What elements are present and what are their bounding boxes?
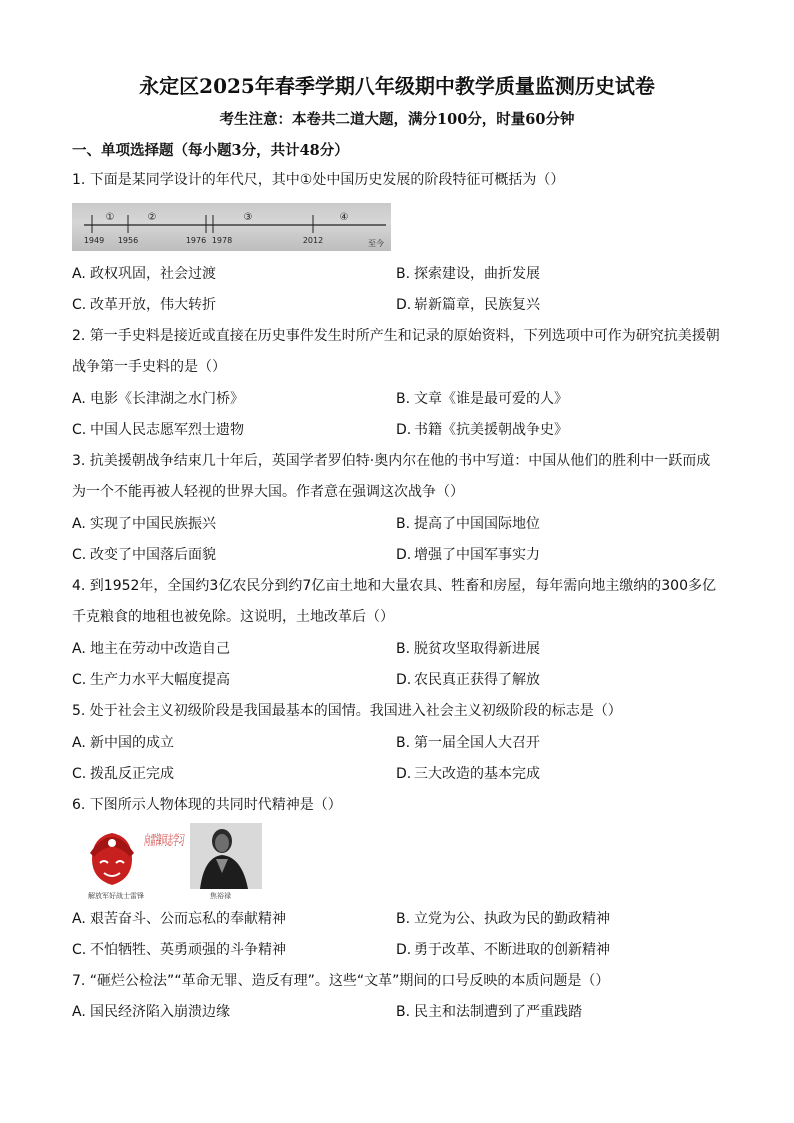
timeline-segment-2: ② xyxy=(147,212,157,223)
q2-option-a[interactable]: A. 电影《长津湖之水门桥》 xyxy=(72,391,244,407)
timeline-segment-3: ③ xyxy=(243,212,253,223)
q7-option-a[interactable]: A. 国民经济陷入崩溃边缘 xyxy=(72,1004,230,1020)
exam-title: 永定区2025年春季学期八年级期中教学质量监测历史试卷 xyxy=(139,74,655,98)
inscription-text: 向雷锋同志学习 xyxy=(144,833,185,849)
q3-option-d[interactable]: D. 增强了中国军事实力 xyxy=(396,547,540,563)
timeline-year-2012: 2012 xyxy=(302,236,324,245)
q3-option-c[interactable]: C. 改变了中国落后面貌 xyxy=(72,547,216,563)
question-4-stem: 4. 到1952年，全国约3亿农民分到约7亿亩土地和大量农具、牲畜和房屋，每年需向地主缴纳的300多亿千克粮食的地租也被免除。这说明，土地改革后（） xyxy=(72,578,716,625)
question-5-stem: 5. 处于社会主义初级阶段是我国最基本的国情。我国进入社会主义初级阶段的标志是（） xyxy=(72,703,622,719)
q4-option-c[interactable]: C. 生产力水平大幅度提高 xyxy=(72,672,230,688)
q1-option-b[interactable]: B. 探索建设，曲折发展 xyxy=(396,266,540,282)
q2-option-b[interactable]: B. 文章《谁是最可爱的人》 xyxy=(396,391,568,407)
timeline-figure xyxy=(72,203,391,251)
q5-option-d[interactable]: D. 三大改造的基本完成 xyxy=(396,766,540,782)
exam-notice: 考生注意：本卷共二道大题，满分100分，时量60分钟 xyxy=(219,111,575,128)
q2-option-c[interactable]: C. 中国人民志愿军烈士遗物 xyxy=(72,422,244,438)
q6-option-d[interactable]: D. 勇于改革、不断进取的创新精神 xyxy=(396,942,610,958)
timeline-svg xyxy=(72,203,391,251)
q1-option-a[interactable]: A. 政权巩固，社会过渡 xyxy=(72,266,216,282)
question-1-stem: 1. 下面是某同学设计的年代尺，其中①处中国历史发展的阶段特征可概括为（） xyxy=(72,172,565,188)
timeline-year-1956: 1956 xyxy=(117,236,139,245)
q7-option-b[interactable]: B. 民主和法制遭到了严重践踏 xyxy=(396,1004,582,1020)
figure-portraits xyxy=(86,823,266,903)
q4-option-a[interactable]: A. 地主在劳动中改造自己 xyxy=(72,641,230,657)
q5-option-a[interactable]: A. 新中国的成立 xyxy=(72,735,174,751)
question-7-stem: 7. “砸烂公检法”“革命无罪、造反有理”。这些“文革”期间的口号反映的本质问题是（） xyxy=(72,973,610,989)
q1-option-d[interactable]: D. 崭新篇章，民族复兴 xyxy=(396,297,540,313)
q6-option-b[interactable]: B. 立党为公、执政为民的勤政精神 xyxy=(396,911,610,927)
timeline-year-1949: 1949 xyxy=(83,236,105,245)
q4-option-b[interactable]: B. 脱贫攻坚取得新进展 xyxy=(396,641,540,657)
timeline-year-1978: 1978 xyxy=(211,236,233,245)
timeline-year-1976: 1976 xyxy=(185,236,207,245)
q5-option-c[interactable]: C. 拨乱反正完成 xyxy=(72,766,174,782)
timeline-year-now: 至今 xyxy=(368,239,384,248)
left-portrait-caption: 解放军好战士雷锋 xyxy=(88,892,144,900)
question-3-stem: 3. 抗美援朝战争结束几十年后，英国学者罗伯特·奥内尔在他的书中写道：中国从他们的胜利中一跃而成为一个不能再被人轻视的世界大国。作者意在强调这次战争（） xyxy=(72,453,711,500)
jiao-yulu-portrait xyxy=(190,823,262,889)
timeline-segment-1: ① xyxy=(105,212,115,223)
q3-option-b[interactable]: B. 提高了中国国际地位 xyxy=(396,516,540,532)
section-heading: 一、单项选择题（每小题3分，共计48分） xyxy=(72,142,349,159)
q2-option-d[interactable]: D. 书籍《抗美援朝战争史》 xyxy=(396,422,568,438)
lei-feng-portrait xyxy=(86,823,188,889)
question-2-stem: 2. 第一手史料是接近或直接在历史事件发生时所产生和记录的原始资料，下列选项中可作为研究抗美援朝战争第一手史料的是（） xyxy=(72,328,720,375)
q3-option-a[interactable]: A. 实现了中国民族振兴 xyxy=(72,516,216,532)
question-6-stem: 6. 下图所示人物体现的共同时代精神是（） xyxy=(72,797,342,813)
q6-option-a[interactable]: A. 艰苦奋斗、公而忘私的奉献精神 xyxy=(72,911,286,927)
q4-option-d[interactable]: D. 农民真正获得了解放 xyxy=(396,672,540,688)
q5-option-b[interactable]: B. 第一届全国人大召开 xyxy=(396,735,540,751)
q1-option-c[interactable]: C. 改革开放，伟大转折 xyxy=(72,297,216,313)
right-portrait-caption: 焦裕禄 xyxy=(210,892,231,900)
timeline-segment-4: ④ xyxy=(339,212,349,223)
q6-option-c[interactable]: C. 不怕牺牲、英勇顽强的斗争精神 xyxy=(72,942,286,958)
